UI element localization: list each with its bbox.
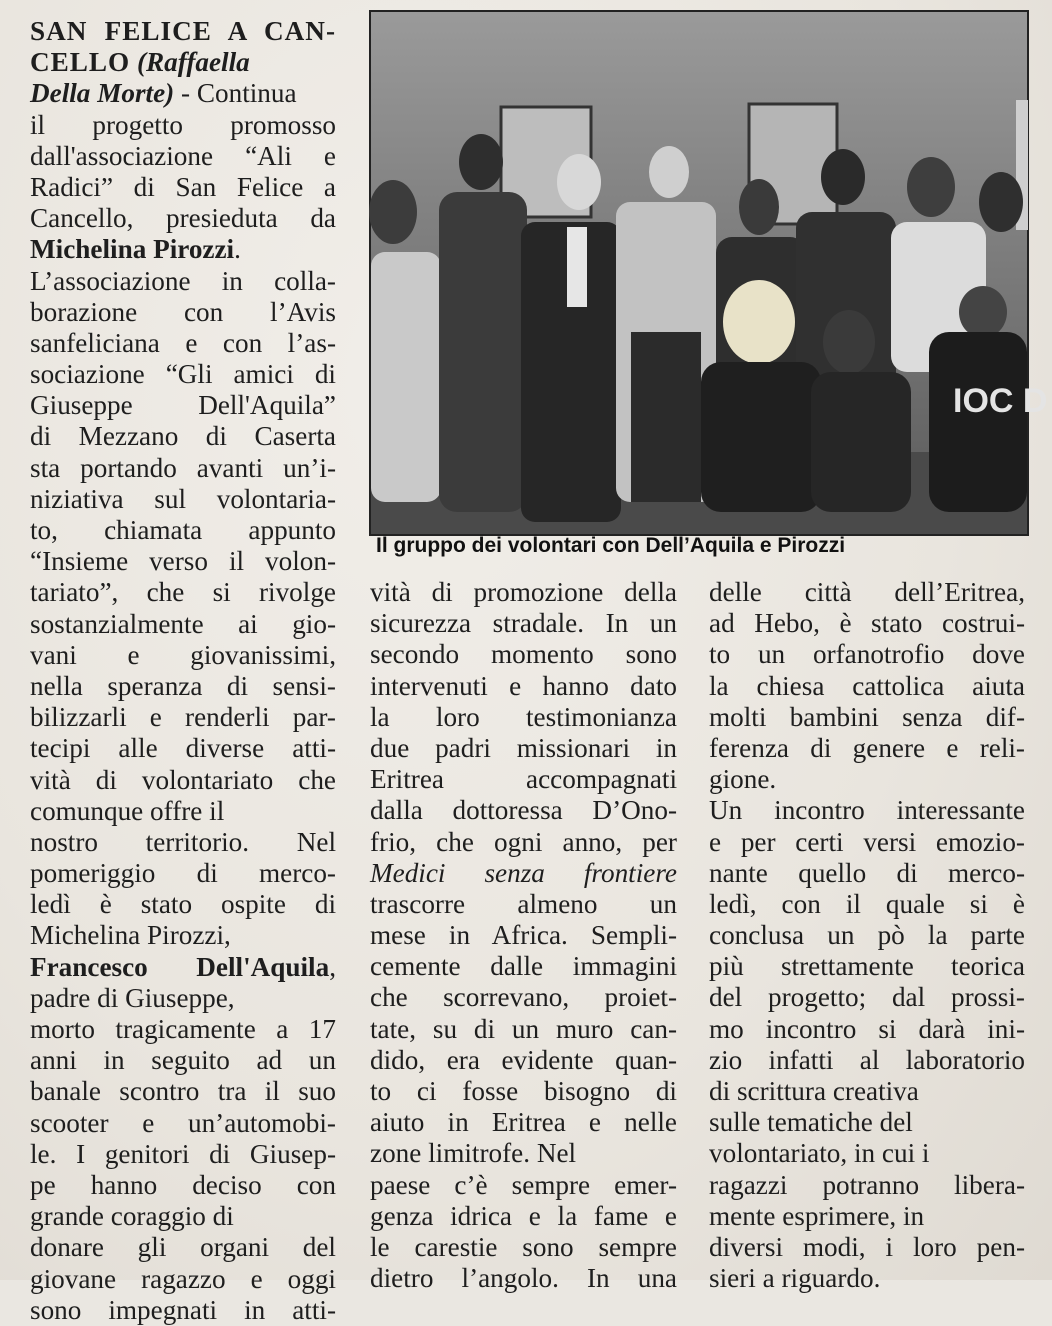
photo-caption: Il gruppo dei volontari con Dell’Aquila e Pirozzi xyxy=(376,534,846,557)
text-line: vani e giovanissimi, xyxy=(30,639,336,670)
text-line: il progetto promosso xyxy=(30,109,336,140)
text-line: che scorrevano, proiet- xyxy=(370,982,677,1013)
text-line: zio infatti al laboratorio xyxy=(709,1044,1025,1075)
punctuation: , xyxy=(329,951,336,982)
text-line: nostro territorio. Nel xyxy=(30,826,336,857)
text-line: giovane ragazzo e oggi xyxy=(30,1263,336,1294)
text-line: sono impegnati in atti- xyxy=(30,1294,336,1325)
text-line: ferenza di genere e reli- xyxy=(709,732,1025,763)
text-line: zone limitrofe. Nel xyxy=(370,1138,577,1169)
text-line: to un orfanotrofio dove xyxy=(709,639,1025,670)
text-line: L’associazione in colla- xyxy=(30,265,336,296)
text-line: to ci fosse bisogno di xyxy=(370,1076,677,1106)
text-line: bilizzarli e renderli par- xyxy=(30,702,336,733)
text-line: vità di volontariato che xyxy=(30,764,336,795)
paragraph-block xyxy=(30,110,336,235)
text-line: molti bambini senza dif- xyxy=(709,701,1025,732)
text-line: sociazione “Gli amici di xyxy=(30,359,336,390)
text-line: ledì, con il quale si è xyxy=(709,888,1025,919)
text-line: mente esprimere, in xyxy=(709,1200,925,1231)
text-line: morto tragicamente a 17 xyxy=(30,1014,336,1044)
name-line-dellaquila xyxy=(30,952,336,983)
text-line: gione. xyxy=(709,764,777,795)
text-line: delle città dell’Eritrea, xyxy=(709,577,1025,607)
text-line: tecipi alle diverse atti- xyxy=(30,733,336,764)
text-line: di scrittura creativa xyxy=(709,1076,919,1106)
text-line: dietro l’angolo. In una xyxy=(370,1263,677,1294)
text-line: del progetto; dal prossi- xyxy=(709,982,1025,1013)
paragraph-block xyxy=(370,889,677,1294)
text-line: Michelina Pirozzi, xyxy=(30,920,231,951)
text-line: la loro testimonianza xyxy=(370,701,677,732)
text-line: paese c’è sempre emer- xyxy=(370,1169,677,1200)
group-photo xyxy=(369,10,1048,536)
lead-text: - Continua xyxy=(181,78,297,109)
text-line: e per certi versi emozio- xyxy=(709,826,1025,857)
headline-line-2 xyxy=(30,47,336,78)
text-line: due padri missionari in xyxy=(370,732,677,763)
text-line: intervenuti e hanno dato xyxy=(370,670,677,701)
text-line: dido, era evidente quan- xyxy=(370,1044,677,1075)
text-line: donare gli organi del xyxy=(30,1232,336,1263)
text-line: secondo momento sono xyxy=(370,639,677,670)
text-line: pe hanno deciso con xyxy=(30,1169,336,1200)
text-line: genza idrica e la fame e xyxy=(370,1200,677,1231)
text-line: sta portando avanti un’i- xyxy=(30,452,336,483)
text-line: vità di promozione della xyxy=(370,577,677,607)
text-line: Radici” di San Felice a xyxy=(30,171,336,202)
text-line: nante quello di merco- xyxy=(709,857,1025,888)
text-line: volontariato, in cui i xyxy=(709,1138,930,1169)
text-line: banale scontro tra il suo xyxy=(30,1076,336,1107)
text-line: anni in seguito ad un xyxy=(30,1045,336,1076)
text-line: to, chiamata appunto xyxy=(30,515,336,545)
author-name: Della Morte) xyxy=(30,78,175,109)
text-line: la chiesa cattolica aiuta xyxy=(709,670,1025,701)
article-column-2 xyxy=(370,577,677,1294)
text-line: sanfeliciana e con l’as- xyxy=(30,327,336,358)
text-line: padre di Giuseppe, xyxy=(30,982,235,1013)
text-line: scooter e un’automobi- xyxy=(30,1107,336,1138)
text-line: nella speranza di sensi- xyxy=(30,670,336,701)
text-line: borazione con l’Avis xyxy=(30,296,336,327)
paragraph-block xyxy=(370,577,677,858)
text-line: le. I genitori di Giusep- xyxy=(30,1138,336,1169)
name-line-pirozzi xyxy=(30,234,336,265)
text-line: ragazzi potranno libera- xyxy=(709,1169,1025,1200)
text-line: trascorre almeno un xyxy=(370,888,677,919)
text-line: Un incontro interessante xyxy=(709,795,1025,826)
headline-line-1: SAN FELICE A CAN- xyxy=(30,16,336,46)
text-line: sicurezza stradale. In un xyxy=(370,608,677,639)
text-line: pomeriggio di merco- xyxy=(30,858,336,889)
text-line: mese in Africa. Sempli- xyxy=(370,920,677,951)
article-column-3 xyxy=(709,577,1025,1294)
punctuation: . xyxy=(234,234,241,265)
text-line: Cancello, presieduta da xyxy=(30,203,336,234)
text-line: grande coraggio di xyxy=(30,1201,234,1232)
byline-part: (Raffaella xyxy=(136,47,250,78)
text-line: conclusa un pò la parte xyxy=(709,920,1025,951)
italic-organization: Medici senza frontiere xyxy=(370,857,677,888)
text-line: di Mezzano di Caserta xyxy=(30,421,336,452)
bold-name: Francesco Dell'Aquila xyxy=(30,951,330,982)
group-photo-illustration xyxy=(371,12,1048,534)
headline-part: CELLO xyxy=(30,47,131,78)
text-line: Eritrea accompagnati xyxy=(370,764,677,795)
text-line: sulle tematiche del xyxy=(709,1107,913,1138)
text-line: tariato”, che si rivolge xyxy=(30,577,336,608)
paragraph-block xyxy=(30,983,336,1326)
text-line: diversi modi, i loro pen- xyxy=(709,1231,1025,1262)
text-line: più strettamente teorica xyxy=(709,951,1025,982)
text-line: frio, che ogni anno, per xyxy=(370,826,677,857)
text-line: aiuto in Eritrea e nelle xyxy=(370,1107,677,1138)
paragraph-block xyxy=(30,266,336,952)
article-column-1 xyxy=(30,16,336,1326)
text-line: dall'associazione “Ali e xyxy=(30,140,336,171)
shirt-text: IOC D xyxy=(953,382,1048,420)
text-line: ad Hebo, è stato costrui- xyxy=(709,608,1025,639)
text-line: tate, su di un muro can- xyxy=(370,1013,677,1044)
text-line: dalla dottoressa D’Ono- xyxy=(370,795,677,826)
bold-name: Michelina Pirozzi xyxy=(30,234,235,265)
text-line: Giuseppe Dell'Aquila” xyxy=(30,390,336,421)
text-line: le carestie sono sempre xyxy=(370,1231,677,1262)
text-line: ledì è stato ospite di xyxy=(30,889,336,920)
byline-line xyxy=(30,78,336,109)
text-line: sostanzialmente ai gio- xyxy=(30,608,336,639)
text-line: niziativa sul volontaria- xyxy=(30,483,336,514)
text-line: “Insieme verso il volon- xyxy=(30,546,336,577)
text-line: comunque offre il xyxy=(30,795,225,826)
text-line: cemente dalle immagini xyxy=(370,951,677,982)
text-line: mo incontro si darà ini- xyxy=(709,1013,1025,1044)
paragraph-block xyxy=(709,577,1025,1294)
text-line: sieri a riguardo. xyxy=(709,1263,881,1294)
